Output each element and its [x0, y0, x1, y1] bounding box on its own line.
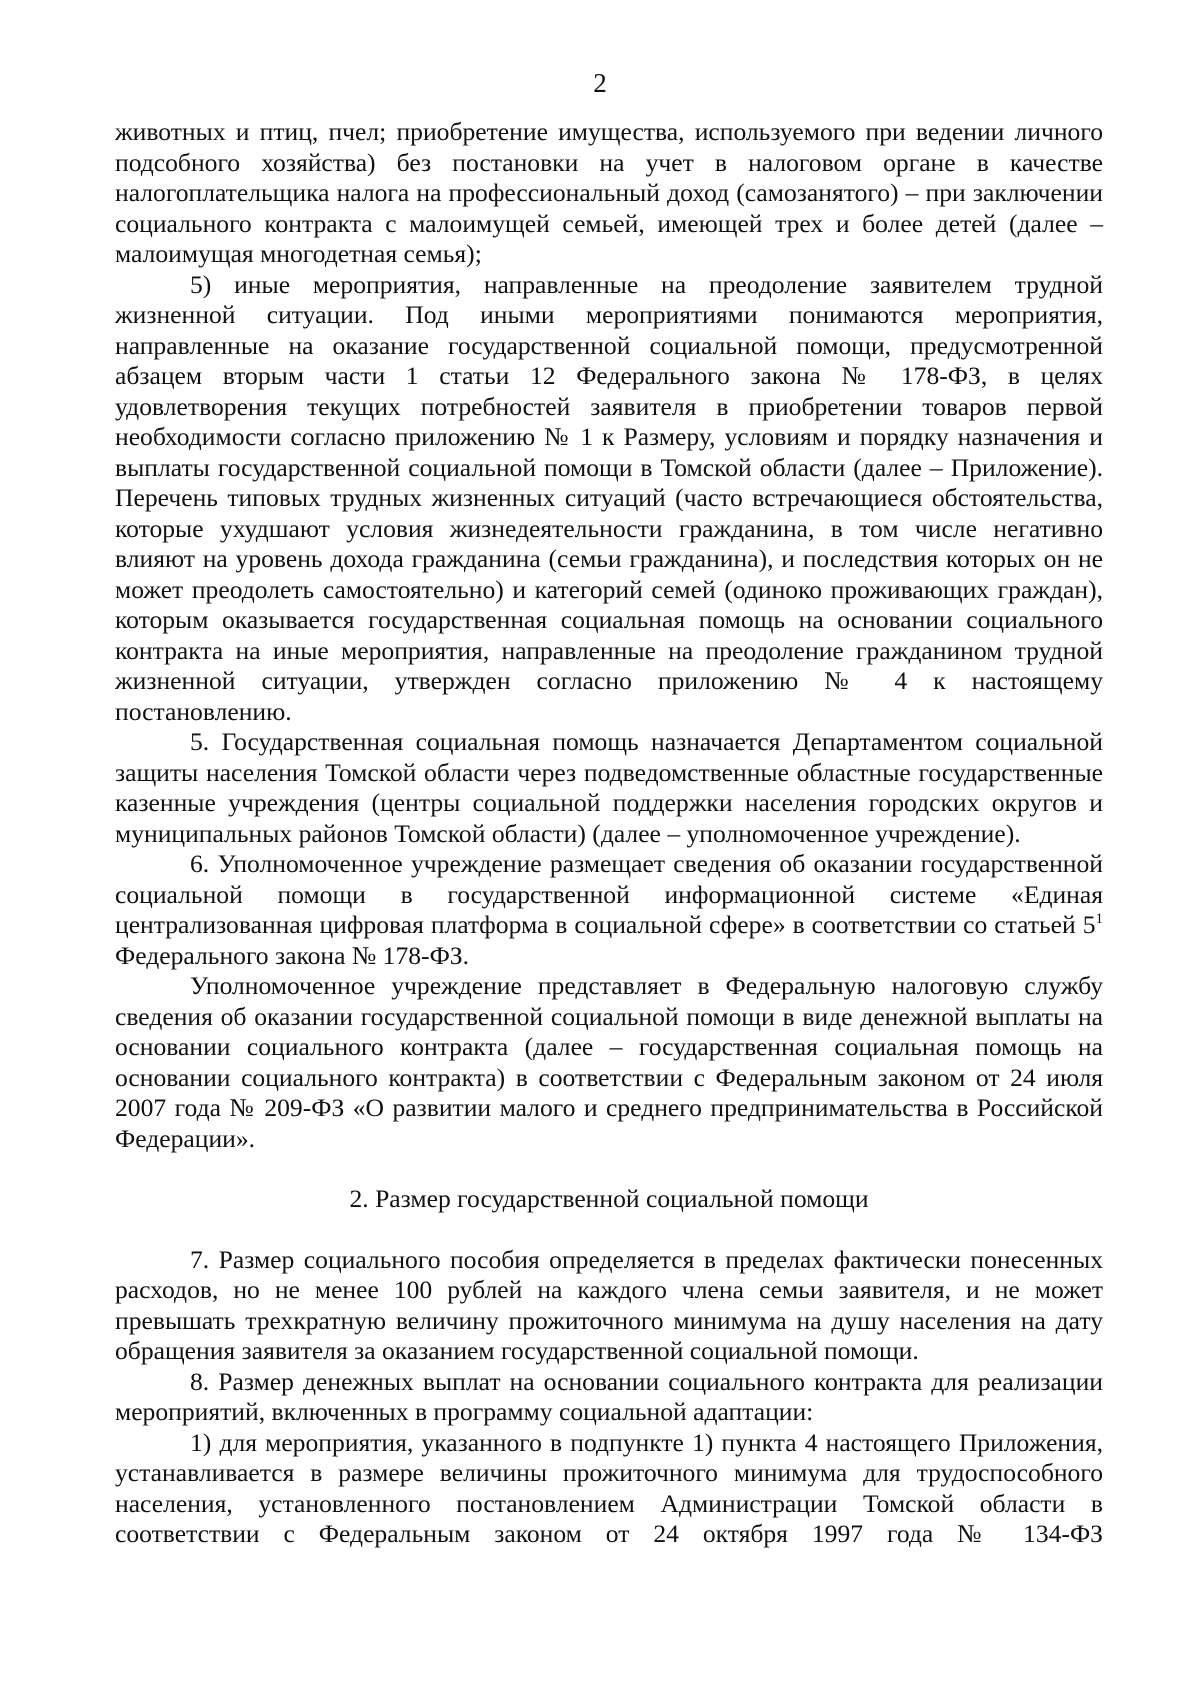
paragraph-continued: животных и птиц, пчел; приобретение имущества, используемого при ведении личного подсобного хозяйства) без постановки на учет в налоговом органе в качестве налогоплательщика налога на профессиональный доход (самозанятого) – при заключении социального контракта с малоимущей семьей, имеющей трех и более детей (далее – малоимущая многодетная семья); [115, 117, 1103, 268]
section-2-heading: 2. Размер государственной социальной помощи [349, 1184, 869, 1213]
paragraph-point-6 [115, 849, 1103, 971]
paragraph-point-6-text: 6. Уполномоченное учреждение размещает сведения об оказании государственной социальной помощи в государственной информационной системе «Единая централизованная цифровая платформа в социальной сфере» в соответствии со статьей 5 [115, 849, 1103, 939]
paragraph-point-6-text-end: Федерального закона № 178-ФЗ. [115, 940, 470, 970]
paragraph-point-8-1: 1) для мероприятия, указанного в подпункте 1) пункта 4 настоящего Приложения, устанавливается в размере величины прожиточного минимума для трудоспособного населения, установленного постановлением Администрации Томской области в соответствии с Федеральным законом от 24 октября 1997 года № 134-ФЗ [115, 1427, 1103, 1548]
paragraph-point-8: 8. Размер денежных выплат на основании социального контракта для реализации мероприятий, включенных в программу социальной адаптации: [115, 1366, 1103, 1426]
document-body [115, 117, 1103, 1550]
paragraph-point-5: 5. Государственная социальная помощь назначается Департаментом социальной защиты населения Томской области через подведомственные областные государственные казенные учреждения (центры социальной поддержки населения городских округов и муниципальных районов Томской области) (далее – уполномоченное учреждение). [115, 727, 1103, 848]
paragraph-tax-service: Уполномоченное учреждение представляет в Федеральную налоговую службу сведения об оказании государственной социальной помощи в виде денежной выплаты на основании социального контракта (далее – государственная социальная помощь на основании социального контракта) в соответствии с Федеральным законом от 24 июля 2007 года № 209-ФЗ «О развитии малого и среднего предпринимательства в Российской Федерации». [115, 971, 1103, 1153]
paragraph-point-7: 7. Размер социального пособия определяется в пределах фактически понесенных расходов, но не менее 100 рублей на каждого члена семьи заявителя, и не может превышать трехкратную величину прожиточного минимума на душу населения на дату обращения заявителя за оказанием государственной социальной помощи. [115, 1244, 1103, 1365]
page-number: 2 [593, 68, 607, 98]
superscript: 1 [1095, 911, 1103, 927]
paragraph-item-5: 5) иные мероприятия, направленные на преодоление заявителем трудной жизненной ситуации. Под иными мероприятиями понимаются мероприятия, направленные на оказание государственной социальной помощи, предусмотренной абзацем вторым части 1 статьи 12 Федерального закона № 178-ФЗ, в целях удовлетворения текущих потребностей заявителя в приобретении товаров первой необходимости согласно приложению № 1 к Размеру, условиям и порядку назначения и выплаты государственной социальной помощи в Томской области (далее – Приложение). Перечень типовых трудных жизненных ситуаций (часто встречающиеся обстоятельства, которые ухудшают условия жизнедеятельности гражданина, в том числе негативно влияют на уровень дохода гражданина (семьи гражданина), и последствия которых он не может преодолеть самостоятельно) и категорий семей (одиноко проживающих граждан), которым оказывается государственная социальная помощь на основании социального контракта на иные мероприятия, направленные на преодоление гражданином трудной жизненной ситуации, утвержден согласно приложению № 4 к настоящему постановлению. [115, 269, 1103, 726]
